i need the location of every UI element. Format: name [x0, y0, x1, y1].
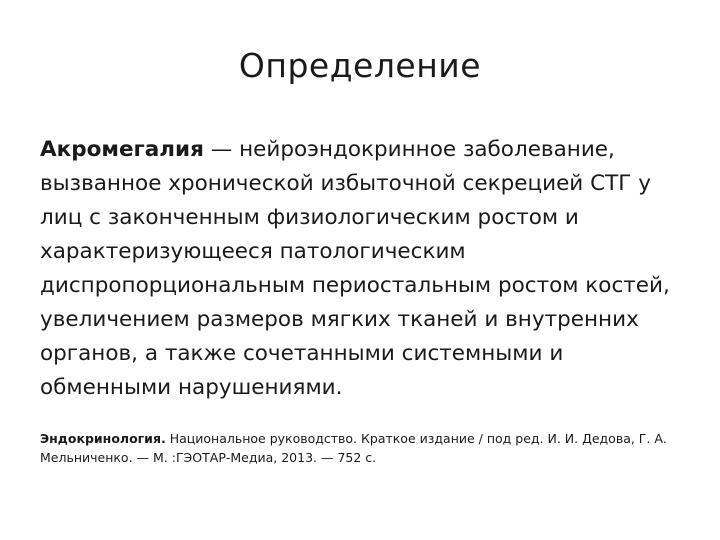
source-title: Эндокринология. [40, 431, 166, 446]
definition-text: — нейроэндокринное заболевание, вызванное хронической избыточной секрецией СТГ у лиц с законченным физиологическим ростом и характеризующееся патологическим диспропорциональным периостальным ростом костей, увеличением размеров мягких тканей и внутренних органов, а также сочетанными системными и обменными нарушениями. [40, 137, 670, 400]
definition-term: Акромегалия [40, 137, 204, 162]
source-citation [40, 429, 700, 467]
definition-paragraph [40, 133, 695, 405]
source-text: Национальное руководство. Краткое издание / под ред. И. И. Дедова, Г. А. Мельниченко. — М. :ГЭОТАР-Медиа, 2013. — 752 с. [40, 431, 667, 465]
slide-title: Определение [238, 46, 482, 85]
